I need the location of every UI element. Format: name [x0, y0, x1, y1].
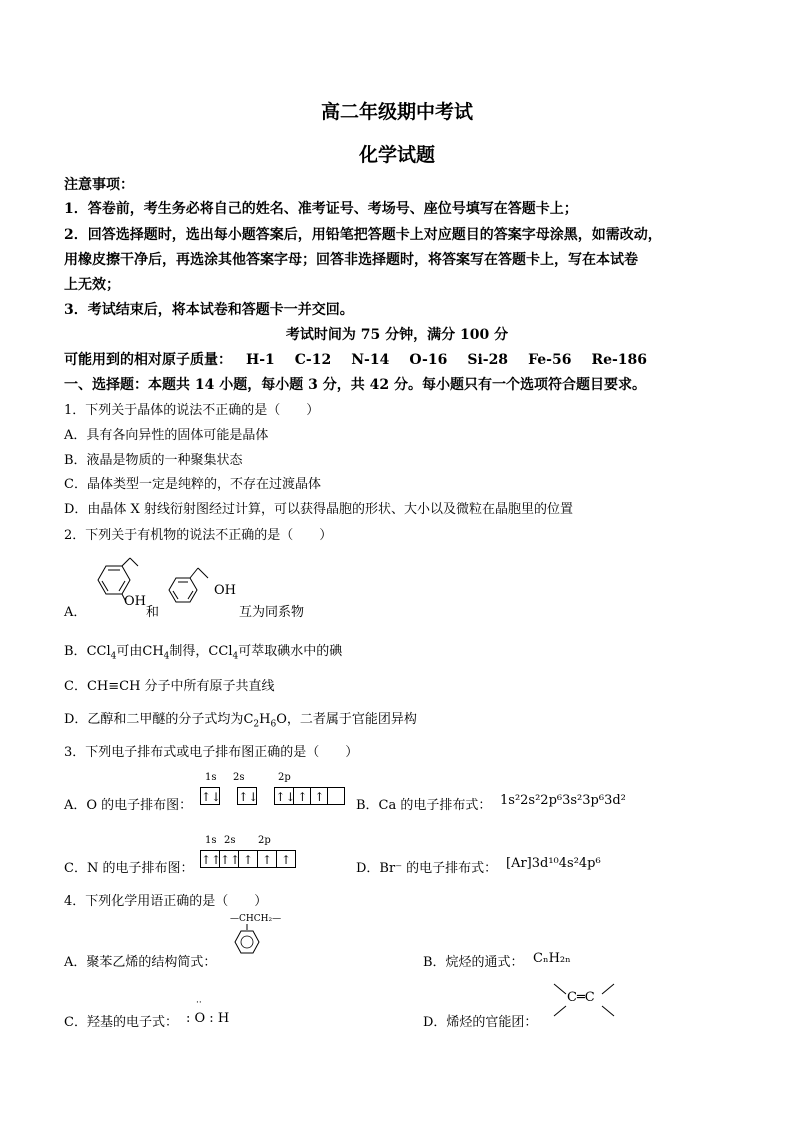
q2-option-a-and: 和	[146, 605, 160, 620]
q4-stem: 4．下列化学用语正确的是（ ）	[64, 894, 268, 909]
q2-option-b	[64, 640, 342, 662]
q3-a-box-2p-2: ↑	[293, 787, 311, 805]
masses-label: 可能用到的相对原子质量：	[64, 352, 232, 368]
q2-option-a-oh-2: OH	[214, 583, 236, 598]
q3-a-orbital-diagram	[200, 785, 344, 805]
q3-a-label-1s: 1s	[205, 772, 217, 783]
q1-stem: 1．下列关于晶体的说法不正确的是（ ）	[64, 403, 320, 418]
q3-c-box-2p-3: ↑	[276, 850, 296, 868]
q1-option-b: B．液晶是物质的一种聚集状态	[64, 453, 243, 468]
q1-option-d: D．由晶体 X 射线衍射图经过计算，可以获得晶胞的形状、大小以及微粒在晶胞里的位置	[64, 502, 573, 517]
q3-a-box-2p-1: ↑↓	[274, 787, 294, 805]
q3-a-box-2p-3: ↑	[310, 787, 328, 805]
q2-d-prefix: D．乙醇和二甲醚的分子式均为	[64, 712, 244, 727]
q2-d-sub6: 6	[270, 719, 277, 730]
q2-structures-diagram	[84, 556, 264, 618]
notes-item-1: 1．答卷前，考生务必将自己的姓名、准考证号、考场号、座位号填写在答题卡上；	[64, 201, 578, 217]
q3-a-label-2s: 2s	[233, 772, 245, 783]
ch2-bond-1	[190, 568, 198, 578]
notes-item-2-line2: 用橡皮擦干净后，再选涂其他答案字母；回答非选择题时，将答案写在答题卡上，写在本试卷	[64, 252, 638, 268]
mass-fe: Fe-56	[528, 352, 572, 368]
q2-d-h: H	[259, 712, 271, 727]
exam-title: 高二年级期中考试	[320, 101, 473, 123]
notes-item-3: 3．考试结束后，将本试卷和答题卡一并交回。	[64, 302, 354, 318]
q2-b-sub: 4	[110, 651, 117, 662]
q4-a-ring-inner	[241, 936, 253, 948]
alkene-bond-lower-left	[554, 1006, 566, 1016]
q3-c-box-2s: ↑↑	[219, 850, 239, 868]
ethyl-bond-1	[122, 558, 130, 566]
q3-a-box-2s: ↑↓	[237, 787, 257, 805]
q4-c-dots: ··	[196, 998, 202, 1008]
q3-c-box-2p-1: ↑	[238, 850, 258, 868]
q4-option-b-formula: CₙH₂ₙ	[533, 951, 571, 966]
mass-n: N-14	[351, 352, 390, 368]
section-1-heading: 一、选择题：本题共 14 小题，每小题 3 分，共 42 分。每小题只有一个选项符合题目要求。	[64, 377, 646, 393]
q2-b-sub-2: 4	[163, 651, 170, 662]
q2-b-ccl4: CCl	[86, 644, 111, 659]
mass-o: O-16	[409, 352, 448, 368]
q2-option-a-label: A．	[64, 605, 87, 620]
q4-option-d-bond: C═C	[567, 990, 595, 1005]
q3-option-c-text: C．N 的电子排布图：	[64, 861, 194, 876]
q4-option-c-text: C．羟基的电子式：	[64, 1015, 178, 1030]
q3-c-label-1s: 1s	[205, 835, 217, 846]
alkene-bond-upper-left	[554, 984, 566, 994]
q3-option-d-text: D．Br⁻ 的电子排布式：	[356, 861, 498, 876]
q2-option-d	[64, 708, 417, 730]
mass-si: Si-28	[467, 352, 509, 368]
q3-option-a-text: A．O 的电子排布图：	[64, 798, 193, 813]
mass-re: Re-186	[591, 352, 648, 368]
q2-option-a-tail: 互为同系物	[239, 605, 305, 620]
q2-d-tail: ，二者属于官能团异构	[286, 712, 417, 727]
notes-item-2-line1: 2．回答选择题时，选出每小题答案后，用铅笔把答题卡上对应题目的答案字母涂黑，如需改动，	[64, 227, 662, 243]
mass-c: C-12	[294, 352, 332, 368]
q4-option-c-formula: : O : H	[186, 1011, 230, 1026]
q2-option-c: C．CH≡CH 分子中所有原子共直线	[64, 679, 275, 694]
q3-option-d-config: [Ar]3d¹⁰4s²4p⁶	[506, 856, 601, 871]
q4-option-b-text: B．烷烃的通式：	[423, 955, 524, 970]
ethyl-bond-2	[130, 558, 138, 566]
q2-b-tail: 可萃取碘水中的碘	[238, 644, 343, 659]
q3-c-box-1s: ↑↑	[200, 850, 220, 868]
atomic-masses	[64, 349, 667, 369]
q4-a-ring	[235, 931, 259, 953]
q3-c-label-2s: 2s	[224, 835, 236, 846]
notes-heading: 注意事项：	[64, 177, 134, 193]
q2-b-mid1: 可由	[116, 644, 143, 659]
mass-h: H-1	[246, 352, 275, 368]
q3-a-label-2p: 2p	[278, 772, 291, 783]
q4-option-a-text: A．聚苯乙烯的结构简式：	[64, 955, 217, 970]
q4-option-d-text: D．烯烃的官能团：	[423, 1015, 538, 1030]
q2-stem: 2．下列关于有机物的说法不正确的是（ ）	[64, 528, 333, 543]
q3-option-b-text: B．Ca 的电子排布式：	[356, 798, 492, 813]
q1-option-a: A．具有各向异性的固体可能是晶体	[64, 428, 269, 443]
q2-b-ccl4-2: CCl	[208, 644, 233, 659]
q3-c-label-2p: 2p	[258, 835, 271, 846]
exam-time-score: 考试时间为 75 分钟，满分 100 分	[285, 327, 509, 343]
q3-stem: 3．下列电子排布式或电子排布图正确的是（ ）	[64, 745, 359, 760]
notes-item-2-line3: 上无效；	[64, 277, 120, 293]
q2-d-c: C	[243, 712, 254, 727]
q3-a-box-1s: ↑↓	[200, 787, 220, 805]
exam-subtitle: 化学试题	[358, 144, 435, 166]
alkene-bond-lower-right	[602, 1006, 614, 1016]
ch2-bond-2	[198, 568, 208, 578]
q3-c-box-2p-2: ↑	[257, 850, 277, 868]
q2-d-sub2: 2	[253, 719, 260, 730]
q3-option-b-config: 1s²2s²2p⁶3s²3p⁶3d²	[500, 793, 626, 808]
q4-a-chain: —CHCH₂—	[230, 914, 282, 924]
q1-option-c: C．晶体类型一定是纯粹的，不存在过渡晶体	[64, 477, 321, 492]
q3-a-box-2p-4	[327, 787, 345, 805]
q2-b-mid2: 制得，	[169, 644, 209, 659]
q2-b-ch4: CH	[142, 644, 164, 659]
alkene-bond-upper-right	[602, 984, 614, 994]
q2-b-sub-3: 4	[232, 651, 239, 662]
q2-d-o: O	[276, 712, 287, 727]
q2-option-a-oh-1: OH	[124, 594, 146, 609]
q4-a-benzene-diagram	[232, 924, 262, 958]
q3-c-orbital-diagram	[200, 848, 295, 868]
q2-b-prefix: B．	[64, 644, 87, 659]
